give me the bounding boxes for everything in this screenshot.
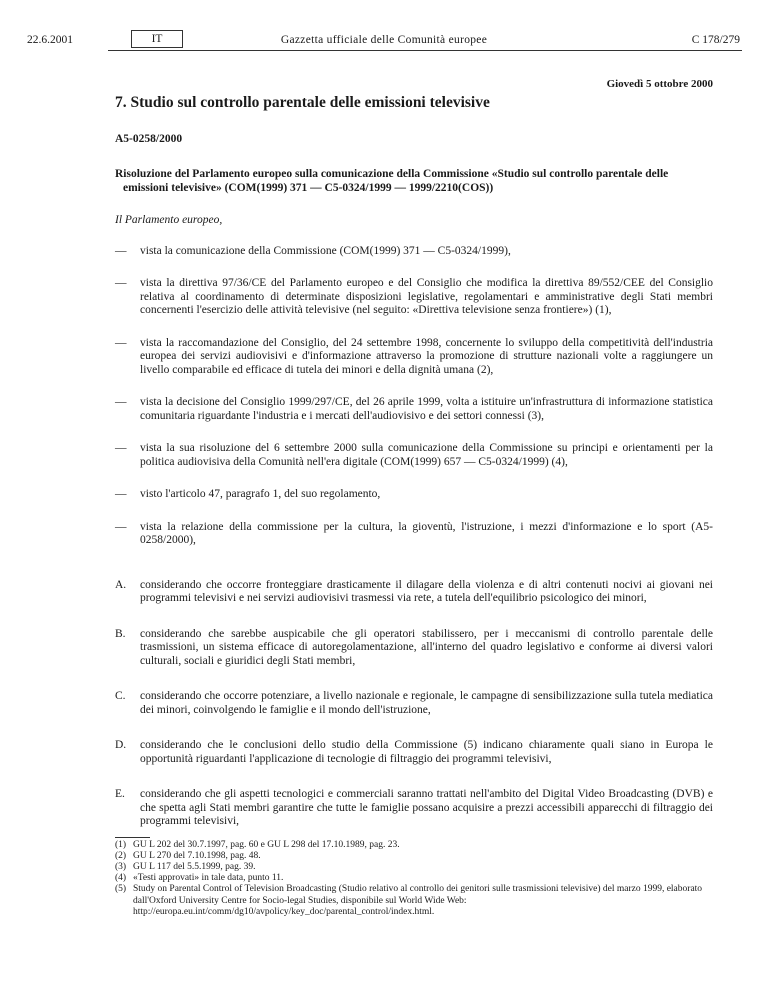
- citation-text: [140, 521, 713, 548]
- resolution-title: Risoluzione del Parlamento europeo sulla comunicazione della Commissione «Studio sul controllo parentale delle emissioni televisive» (COM(1999) 371 — C5-0324/1999 — 1999/2210(COS)): [115, 168, 669, 194]
- footnote: [115, 862, 713, 873]
- citation-text: [140, 337, 713, 378]
- recital-text: considerando che gli aspetti tecnologici e commerciali saranno trattati nell'ambito del Digital Video Broadcasting (DVB) e che spetta agli Stati membri garantire che tutte le famiglie possano acquisire a prezzi accessibili apparecchi di filtraggio dei programmi televisivi,: [140, 788, 713, 827]
- footnotes: [115, 840, 713, 918]
- footnote: [115, 840, 713, 851]
- recital-letter: D.: [115, 739, 127, 751]
- citation-body: vista la decisione del Consiglio 1999/297/CE, del 26 aprile 1999, volta a istituire un'infrastruttura di informazione statistica comunitaria riguardante l'industria e i mercati dell'audiovisivo e dei settori connessi: [140, 396, 713, 422]
- recital-item: [115, 739, 713, 766]
- footnote: [115, 884, 713, 918]
- citation-end: ,: [490, 363, 494, 376]
- dash-bullet: —: [115, 244, 127, 257]
- recital-text: considerando che occorre fronteggiare drasticamente il dilagare della violenza e di altri contenuti nocivi ai giovani nei programmi televisivi e nei servizi audiovisivi trasmessi via rete, a tutela dell'equilibrio psicologico dei minori,: [140, 578, 713, 604]
- header-rule: [108, 50, 742, 51]
- citation-body: vista la relazione della commissione per la cultura, la gioventù, l'istruzione, i mezzi d'informazione e lo sport (A5-0258/2000),: [140, 520, 713, 546]
- footnote-text: GU L 117 del 5.5.1999, pag. 39.: [133, 861, 256, 872]
- citation-item: [115, 277, 713, 318]
- dash-bullet: —: [115, 396, 127, 408]
- footnote: [115, 873, 713, 884]
- dash-bullet: —: [115, 336, 127, 349]
- citation-end: ,: [541, 409, 544, 422]
- citation-text: [140, 442, 713, 469]
- recital-letter: B.: [115, 627, 126, 640]
- footnote-text: GU L 202 del 30.7.1997, pag. 60 e GU L 298 del 17.10.1989, pag. 23.: [133, 839, 400, 850]
- page-number: C 178/279: [691, 34, 740, 46]
- footnote-ref: (4): [551, 455, 565, 468]
- citation-item: [115, 396, 713, 423]
- footnote-ref: (1): [595, 304, 609, 316]
- recitals-list: [115, 579, 713, 829]
- citation-item: [115, 337, 713, 378]
- footnote-number: (4): [115, 873, 127, 884]
- footnote-number: (2): [115, 850, 127, 861]
- dash-bullet: —: [115, 442, 127, 454]
- footnote-ref: (3): [527, 409, 542, 422]
- recital-text: considerando che le conclusioni dello studio della Commissione (5) indicano chiaramente quali siano in Europa le opportunità riguardanti l'applicazione di tecnologie di filtraggio dei programmi televisivi,: [140, 739, 713, 765]
- intro-line: Il Parlamento europeo,: [115, 214, 223, 226]
- journal-title: Gazzetta ufficiale delle Comunità europee: [280, 34, 488, 46]
- footnote-number: (3): [115, 861, 127, 872]
- recital-letter: A.: [115, 578, 127, 591]
- citation-text: [140, 277, 713, 318]
- language-badge: IT: [131, 30, 183, 48]
- footnote: [115, 851, 713, 862]
- citation-end: ,: [564, 455, 568, 468]
- footnote-number: (5): [115, 884, 127, 895]
- citation-body: vista la raccomandazione del Consiglio, del 24 settembre 1998, concernente lo sviluppo della competitività dell'industria europea dei servizi audiovisivi e d'informazione attraverso la promozione di strutture nazionali volte a raggiungere un livello comparabile ed efficace di tutela dei minori e della dignità umana: [140, 336, 713, 376]
- footnote-ref: (2): [477, 363, 491, 376]
- dash-bullet: —: [115, 520, 127, 533]
- recital-letter: E.: [115, 788, 125, 800]
- recital-letter: C.: [115, 690, 126, 702]
- footnote-text: Study on Parental Control of Television Broadcasting (Studio relativo al controllo dei genitori sulle trasmissioni televisive) del marzo 1999, elaborato dall'Oxford University Centre for Socio-legal Studies, disponibile sul World Wide Web: http://europa.eu.int/comm/dg10/avpolicy/key_doc/parental_control/index.html.: [133, 884, 703, 917]
- recital-item: [115, 579, 713, 606]
- citation-body: vista la direttiva 97/36/CE del Parlamento europeo e del Consiglio che modifica la direttiva 89/552/CEE del Consiglio relativa al coordinamento di determinate disposizioni legislative, regolamentari e amministrative degli Stati membri concernenti l'esercizio delle attività televisive (nel seguito: «Direttiva televisione senza frontiere»): [140, 277, 713, 316]
- footnote-text: «Testi approvati» in tale data, punto 11.: [133, 873, 284, 884]
- citation-text: [140, 245, 713, 259]
- sitting-day: Giovedì 5 ottobre 2000: [606, 78, 713, 90]
- citation-body: vista la sua risoluzione del 6 settembre 2000 sulla comunicazione della Commissione su principi e orientamenti per la politica audiovisiva della Comunità nell'era digitale (COM(1999) 657 — C5-0324/1999): [140, 442, 713, 468]
- citation-body: vista la comunicazione della Commissione (COM(1999) 371 — C5-0324/1999),: [140, 244, 511, 257]
- header-date: 22.6.2001: [27, 34, 73, 46]
- footnote-rule: [115, 837, 150, 838]
- dash-bullet: —: [115, 277, 127, 289]
- citation-item: [115, 488, 713, 502]
- citation-body: visto l'articolo 47, paragrafo 1, del suo regolamento,: [140, 488, 381, 500]
- citation-text: [140, 396, 713, 423]
- recital-item: [115, 788, 713, 829]
- citation-item: [115, 442, 713, 469]
- citation-end: ,: [608, 304, 612, 316]
- document-reference: A5-0258/2000: [115, 132, 183, 145]
- document-body: [115, 96, 713, 918]
- footnote-number: (1): [115, 839, 127, 850]
- recital-item: [115, 628, 713, 669]
- citations-list: [115, 245, 713, 548]
- recital-text: considerando che occorre potenziare, a livello nazionale e regionale, le campagne di sensibilizzazione sulla tutela mediatica dei minori, coinvolgendo le famiglie e il mondo dell'istruzione,: [140, 690, 713, 716]
- citation-text: [140, 488, 713, 502]
- footnote-text: GU L 270 del 7.10.1998, pag. 48.: [133, 850, 261, 861]
- page-header: [0, 30, 768, 56]
- dash-bullet: —: [115, 488, 127, 500]
- recital-text: considerando che sarebbe auspicabile che gli operatori stabilissero, per i meccanismi di controllo parentale delle trasmissioni, un sistema efficace di autoregolamentazione, all'interno del quadro legislativo e conforme ai diversi valori culturali, sociali e giuridici degli Stati membri,: [140, 627, 713, 667]
- citation-item: [115, 245, 713, 259]
- section-heading: 7. Studio sul controllo parentale delle emissioni televisive: [115, 94, 490, 111]
- citation-item: [115, 521, 713, 548]
- recital-item: [115, 690, 713, 717]
